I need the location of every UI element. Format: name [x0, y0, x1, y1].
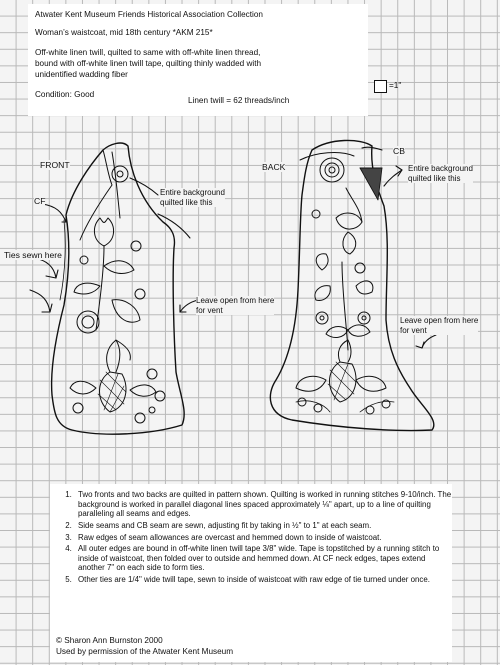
permission-text: Used by permission of the Atwater Kent Museum [56, 647, 234, 656]
description-line-3: unidentified wadding fiber [35, 70, 128, 79]
note-item: 5. Other ties are 1/4" wide twill tape, sewn to inside of waistcoat with raw edge of tie turned under once. [74, 575, 452, 585]
condition-text: Condition: Good [35, 90, 95, 99]
construction-notes-box [50, 484, 452, 662]
description-line-2: bound with off-white linen twill tape, quilting thinly wadded with [35, 59, 262, 68]
cb-label: CB [393, 146, 405, 156]
ties-label: Ties sewn here [4, 250, 62, 260]
cf-label: CF [34, 196, 46, 206]
note-item: 3. Raw edges of seam allowances are overcast and hemmed down to inside of waistcoat. [74, 533, 452, 543]
item-title: Woman’s waistcoat, mid 18th century *AKM 215* [35, 28, 213, 37]
front-label: FRONT [40, 160, 70, 170]
header-info-box [28, 4, 368, 116]
back-label: BACK [262, 162, 286, 172]
front-panel-outline [52, 143, 185, 434]
back-panel-outline [270, 140, 434, 430]
note-item: 1. Two fronts and two backs are quilted in pattern shown. Quilting is worked in running stitches 9-10/inch. The background is worked in parallel diagonal lines spaced approximately ⅛" apart, up to a line of quilting paralleling all seams and edges. [74, 490, 452, 519]
front-background-callout: Entire background quilted like this [160, 188, 225, 207]
scale-legend-label: =1" [389, 81, 402, 90]
note-item: 4. All outer edges are bound in off-white linen twill tape 3/8" wide. Tape is topstitched by a running stitch to inside of waistcoat, then folded over to outside and hemmed down. At CF neck edges, tapes extend another 7" on each side to form ties. [74, 544, 452, 573]
front-vent-callout: Leave open from here for vent [196, 296, 275, 315]
scale-square-icon [374, 80, 387, 93]
construction-notes-list [56, 490, 452, 587]
note-item: 2. Side seams and CB seam are sewn, adjusting fit by taking in ½" to 1" at each seam. [74, 521, 452, 531]
back-background-callout: Entire background quilted like this [408, 164, 473, 183]
copyright-text: © Sharon Ann Burnston 2000 [56, 636, 163, 645]
back-vent-callout: Leave open from here for vent [400, 316, 479, 335]
linen-thread-count: Linen twill = 62 threads/inch [188, 96, 290, 105]
collection-title: Atwater Kent Museum Friends Historical Association Collection [35, 10, 263, 19]
description-line-1: Off-white linen twill, quilted to same with off-white linen thread, [35, 48, 261, 57]
